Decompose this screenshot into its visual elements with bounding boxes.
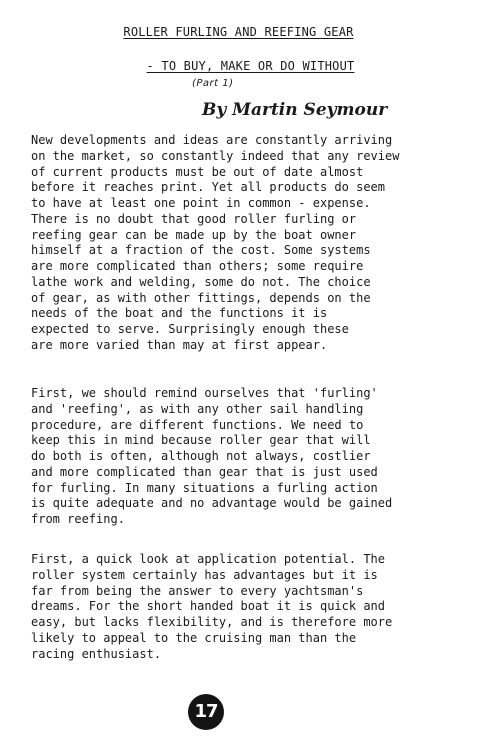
text-line: himself at a fraction of the cost. Some systems [31,243,371,258]
article-subtitle: - TO BUY, MAKE OR DO WITHOUT [146,59,355,73]
paragraph-3 [31,552,461,662]
text-line: before it reaches print. Yet all products do seem [31,180,386,195]
paragraph-2 [31,386,461,528]
text-line: dreams. For the short handed boat it is quick and [31,599,386,614]
text-line: of current products must be out of date almost [31,164,364,179]
text-line: and more complicated than gear that is just used [31,464,378,479]
text-line: procedure, are different functions. We need to [31,417,364,432]
text-line: far from being the answer to every yachtsman's [31,583,364,598]
text-line: and 'reefing', as with any other sail handling [31,401,364,416]
page-number-badge: 17 [188,694,224,730]
text-line: on the market, so constantly indeed that any review [31,148,400,163]
text-line: lathe work and welding, some do not. The choice [31,274,371,289]
part-label: (Part 1) [192,78,234,89]
text-line: roller system certainly has advantages but it is [31,567,378,582]
text-line: reefing gear can be made up by the boat owner [31,227,357,242]
text-line: New developments and ideas are constantly arriving [31,133,393,147]
text-line: There is no doubt that good roller furling or [31,211,357,226]
text-line: easy, but lacks flexibility, and is therefore more [31,615,393,629]
text-line: for furling. In many situations a furling action [31,480,378,495]
text-line: keep this in mind because roller gear that will [31,433,371,448]
text-line: are more varied than may at first appear. [31,337,328,352]
text-line: to have at least one point in common - expense. [31,196,371,210]
text-line: is quite adequate and no advantage would be gained [31,496,393,511]
text-line: expected to serve. Surprisingly enough these [31,322,349,336]
text-line: First, we should remind ourselves that 'furling' [31,386,378,400]
text-line: are more complicated than others; some require [31,259,364,273]
text-line: do both is often, although not always, costlier [31,449,371,463]
text-line: from reefing. [31,512,125,526]
text-line: First, a quick look at application potential. The [31,552,386,566]
paragraph-1 [31,133,461,354]
author-byline: By Martin Seymour [202,100,388,120]
article-title: ROLLER FURLING AND REEFING GEAR [123,25,354,39]
text-line: racing enthusiast. [31,646,162,661]
text-line: likely to appeal to the cruising man than the [31,630,357,645]
text-line: of gear, as with other fittings, depends on the [31,290,371,305]
text-line: needs of the boat and the functions it is [31,306,328,321]
